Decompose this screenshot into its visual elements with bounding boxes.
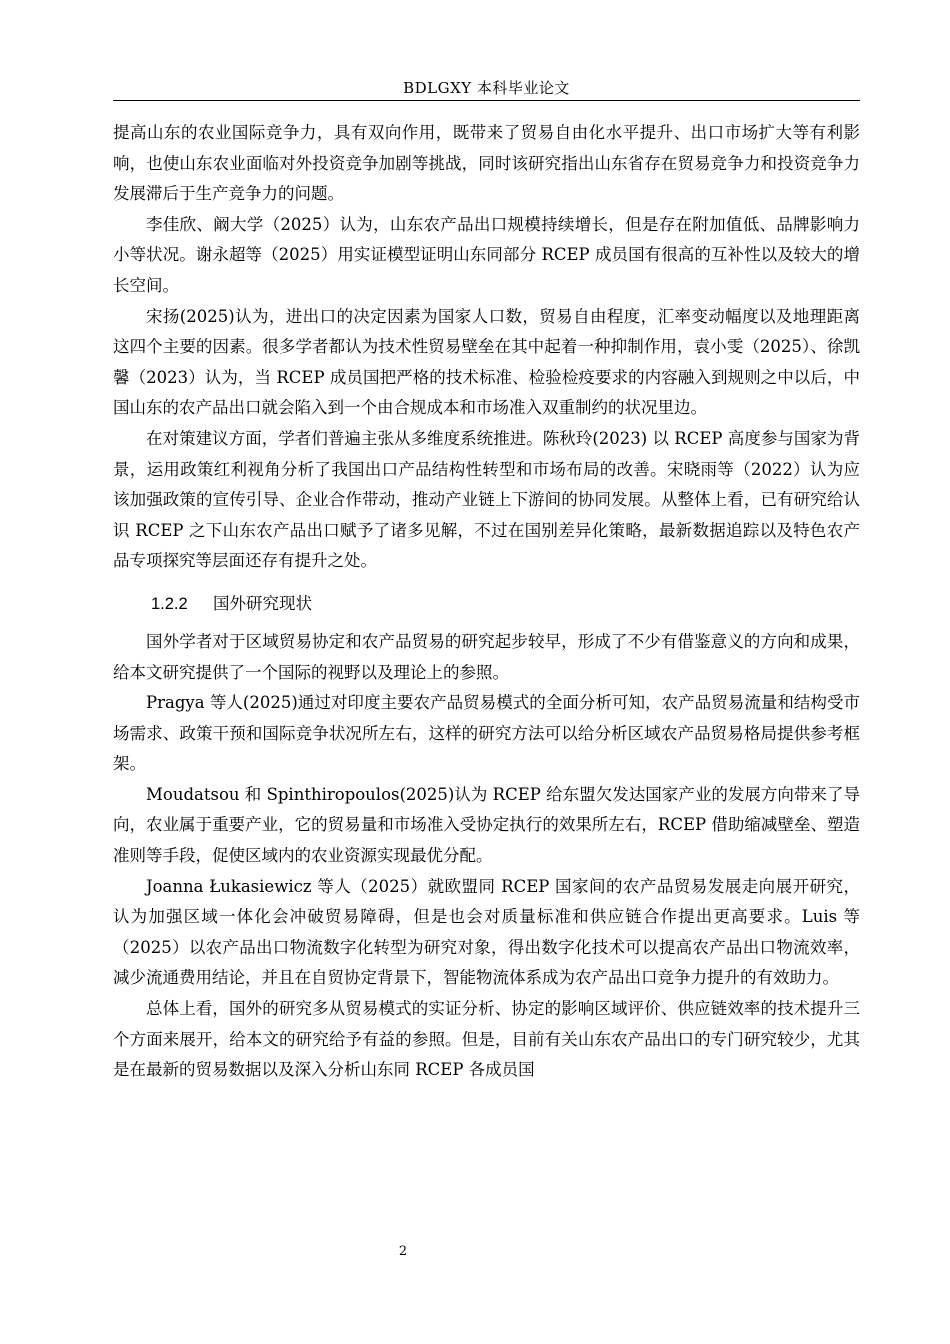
header-rule [113,100,860,101]
paragraph: 国外学者对于区域贸易协定和农产品贸易的研究起步较早，形成了不少有借鉴意义的方向和成果，给本文研究提供了一个国际的视野以及理论上的参照。 [113,631,860,682]
paragraph: 宋扬(2025)认为，进出口的决定因素为国家人口数，贸易自由程度，汇率变动幅度以及地理距离这四个主要的因素。很多学者都认为技术性贸易壁垒在其中起着一种抑制作用，袁小雯（2025）、徐凯馨（2023）认为，当 RCEP 成员国把严格的技术标准、检验检疫要求的内容融入到规则之中以后，中国山东的农产品出口就会陷入到一个由合规成本和市场准入双重制约的状况里边。 [113,306,860,418]
paragraph: Joanna Łukasiewicz 等人（2025）就欧盟同 RCEP 国家间的农产品贸易发展走向展开研究，认为加强区域一体化会冲破贸易障碍，但是也会对质量标准和供应链合作提出更高要求。Luis 等（2025）以农产品出口物流数字化转型为研究对象，得出数字化技术可以提高农产品出口物流效率，减少流通费用结论，并且在自贸协定背景下，智能物流体系成为农产品出口竞争力提升的有效助力。 [113,876,860,988]
document-body [113,118,860,1086]
paragraph: 提高山东的农业国际竞争力，具有双向作用，既带来了贸易自由化水平提升、出口市场扩大等有利影响，也使山东农业面临对外投资竞争加剧等挑战，同时该研究指出山东省存在贸易竞争力和投资竞争力发展滞后于生产竞争力的问题。 [113,123,860,204]
paragraph: Moudatsou 和 Spinthiropoulos(2025)认为 RCEP 给东盟欠发达国家产业的发展方向带来了导向，农业属于重要产业，它的贸易量和市场准入受协定执行的效果所左右，RCEP 借助缩减壁垒、塑造准则等手段，促使区域内的农业资源实现最优分配。 [113,784,860,866]
section-number: 1.2.2 [151,594,188,613]
section-title: 国外研究现状 [213,593,312,613]
running-header: BDLGXY 本科毕业论文 [403,79,570,97]
paragraph: 李佳欣、阚大学（2025）认为，山东农产品出口规模持续增长，但是存在附加值低、品牌影响力小等状况。谢永超等（2025）用实证模型证明山东同部分 RCEP 成员国有很高的互补性以及较大的增长空间。 [113,214,860,295]
paragraph: Pragya 等人(2025)通过对印度主要农产品贸易模式的全面分析可知，农产品贸易流量和结构受市场需求、政策干预和国际竞争状况所左右，这样的研究方法可以给分析区域农产品贸易格局提供参考框架。 [113,693,860,774]
section-heading [113,589,860,619]
paragraph: 在对策建议方面，学者们普遍主张从多维度系统推进。陈秋玲(2023) 以 RCEP 高度参与国家为背景，运用政策红利视角分析了我国出口产品结构性转型和市场布局的改善。宋晓雨等（2022）认为应该加强政策的宣传引导、企业合作带动，推动产业链上下游间的协同发展。从整体上看，已有研究给认识 RCEP 之下山东农产品出口赋予了诸多见解，不过在国别差异化策略，最新数据追踪以及特色农产品专项探究等层面还存有提升之处。 [113,428,860,571]
page-number: 2 [398,1244,408,1259]
paragraph: 总体上看，国外的研究多从贸易模式的实证分析、协定的影响区域评价、供应链效率的技术提升三个方面来展开，给本文的研究给予有益的参照。但是，目前有关山东农产品出口的专门研究较少，尤其是在最新的贸易数据以及深入分析山东同 RCEP 各成员国 [113,999,860,1080]
